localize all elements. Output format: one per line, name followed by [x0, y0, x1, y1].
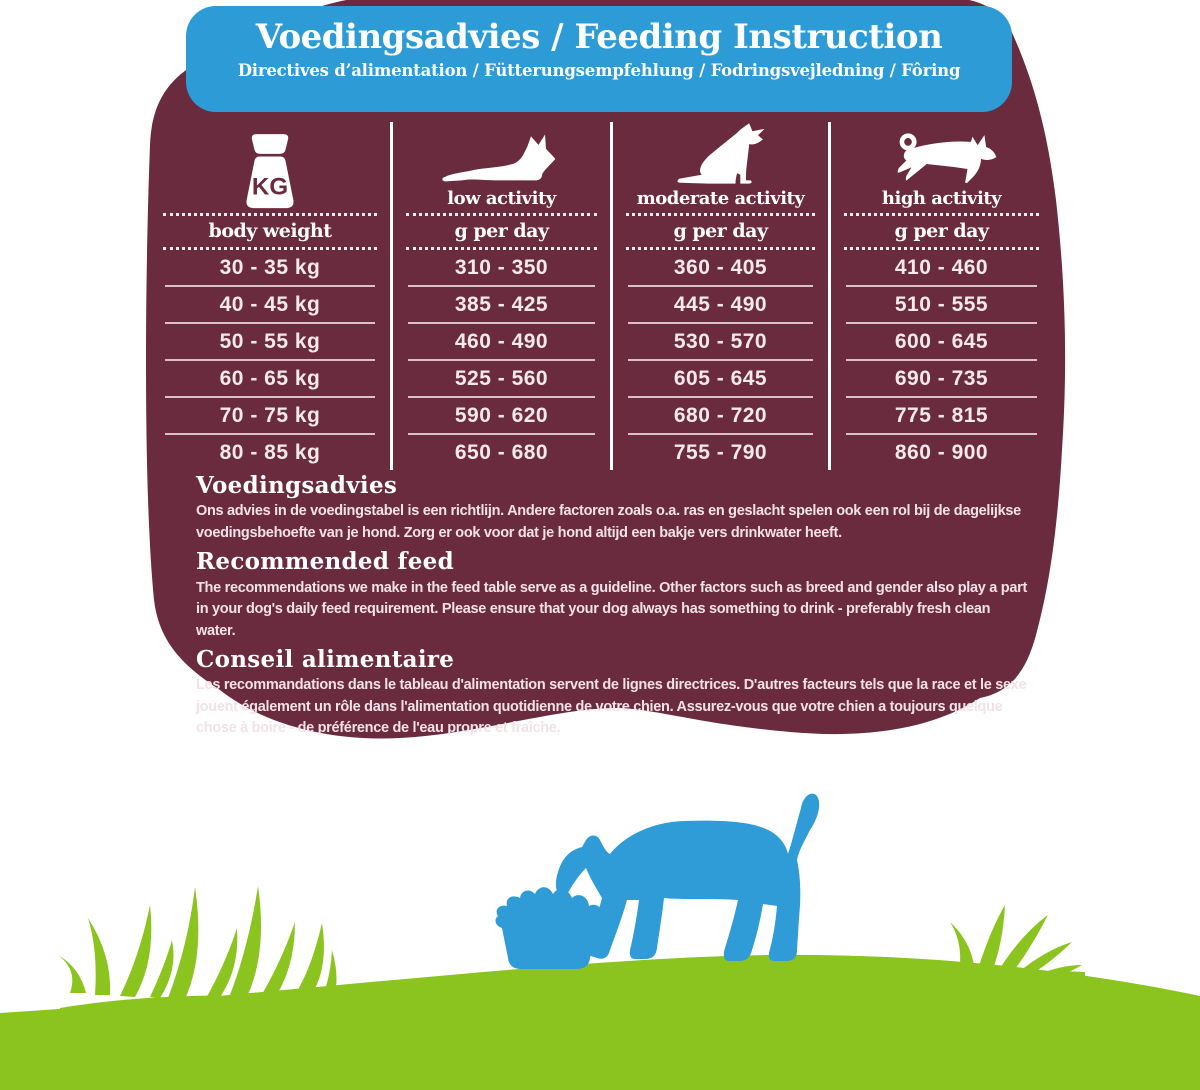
low-activity-label: low activity: [447, 188, 556, 209]
feed-amount-cell: 600 - 645: [846, 322, 1037, 359]
feed-amount-cell: 530 - 570: [628, 322, 813, 359]
column-body-weight: [150, 122, 390, 470]
dog-sitting-icon: [671, 122, 771, 186]
feed-amount-cell: 775 - 815: [846, 396, 1037, 433]
dog-eating-illustration: [0, 750, 1200, 1090]
weight-cell: 70 - 75 kg: [165, 396, 375, 433]
feed-amount-cell: 510 - 555: [846, 285, 1037, 322]
g-per-day-label: g per day: [673, 220, 768, 242]
feed-amount-cell: 310 - 350: [454, 255, 549, 279]
feed-amount-cell: 590 - 620: [408, 396, 595, 433]
g-per-day-label: g per day: [454, 220, 549, 242]
feed-amount-cell: 410 - 460: [894, 255, 989, 279]
kg-icon-label: KG: [251, 173, 289, 201]
moderate-activity-label: moderate activity: [636, 188, 805, 209]
section-heading: Conseil alimentaire: [196, 646, 455, 674]
feed-amount-cell: 650 - 680: [408, 433, 595, 470]
feed-amount-cell: 445 - 490: [628, 285, 813, 322]
weight-cell: 30 - 35 kg: [219, 255, 321, 279]
section-body: Les recommandations dans le tableau d'alimentation servent de lignes directrices. D'autres facteurs tels que la race et le sexe jouent également un rôle dans l'alimentation quotidienne de votre chien. Assurez-vous que votre chien a toujours quelque chose à boire - de préférence de l'eau propre et fraîche.: [196, 677, 1027, 737]
high-activity-label: high activity: [881, 188, 1002, 209]
section-french: [196, 647, 1028, 740]
weight-cell: 80 - 85 kg: [165, 433, 375, 470]
weight-cell: 60 - 65 kg: [165, 359, 375, 396]
dog-lying-icon: [441, 128, 563, 186]
section-body: The recommendations we make in the feed table serve as a guideline. Other factors such as breed and gender also play a part in your dog's daily feed requirement. Please ensure that your dog always has something to drink - preferably fresh clean water.: [196, 579, 1027, 639]
grass-tuft-left: [58, 886, 340, 1012]
feed-amount-cell: 385 - 425: [408, 285, 595, 322]
banner-subtitle: Directives d’alimentation / Fütterungsempfehlung / Fodringsvejledning / Fôring: [237, 61, 961, 81]
feed-amount-cell: 360 - 405: [673, 255, 768, 279]
section-english: [196, 549, 1028, 642]
food-bowl: [495, 887, 603, 969]
feeding-instruction-banner: [186, 6, 1012, 112]
g-per-day-label: g per day: [894, 220, 989, 242]
feed-amount-cell: 755 - 790: [628, 433, 813, 470]
section-body: Ons advies in de voedingstabel is een richtlijn. Andere factoren zoals o.a. ras en geslacht spelen ook een rol bij de dagelijkse voedingsbehoefte van je hond. Zorg er ook voor dat je hond altijd een bakje vers drinkwater heeft.: [196, 503, 1021, 541]
section-dutch: [196, 473, 1028, 544]
feed-amount-cell: 680 - 720: [628, 396, 813, 433]
body-weight-label: body weight: [208, 220, 332, 242]
dog-jumping-icon: [878, 130, 1006, 186]
column-high-activity: [828, 122, 1052, 470]
advisory-sections: [196, 468, 1028, 742]
grass-tuft-right: [950, 905, 1085, 985]
weight-cell: 40 - 45 kg: [165, 285, 375, 322]
feed-amount-cell: 605 - 645: [628, 359, 813, 396]
banner-title: Voedingsadvies / Feeding Instruction: [255, 17, 943, 57]
kg-weight-icon: [239, 131, 301, 213]
feeding-table: [150, 122, 1052, 470]
feed-amount-cell: 460 - 490: [408, 322, 595, 359]
column-low-activity: [390, 122, 610, 470]
feed-amount-cell: 525 - 560: [408, 359, 595, 396]
weight-cell: 50 - 55 kg: [165, 322, 375, 359]
section-heading: Voedingsadvies: [196, 472, 398, 499]
feed-amount-cell: 860 - 900: [846, 433, 1037, 470]
blue-dog: [556, 794, 819, 961]
column-moderate-activity: [610, 122, 828, 470]
section-heading: Recommended feed: [196, 548, 454, 576]
feed-amount-cell: 690 - 735: [846, 359, 1037, 396]
